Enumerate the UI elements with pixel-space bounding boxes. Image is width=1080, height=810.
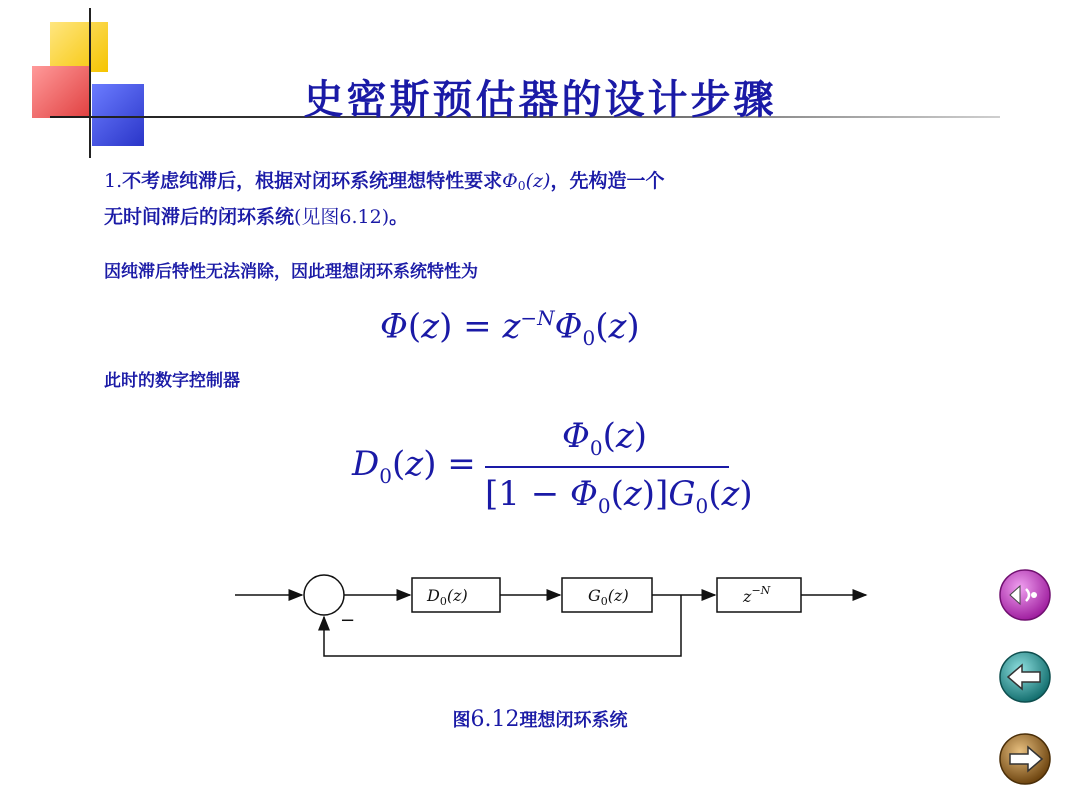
figure-caption (0, 706, 1080, 732)
step-number: 1. (104, 170, 123, 192)
step1-line2-end: 。 (389, 206, 409, 228)
step1-line2 (104, 202, 408, 229)
block-d0-label: $D_0(z)$ (427, 586, 468, 608)
caption-text: 理想闭环系统 (519, 710, 628, 731)
equation-ideal-closed-loop: $\Phi(z) = z^{-N}\Phi_0(z)$ (380, 306, 640, 351)
equation-lhs: $D_0(z)$ = (352, 444, 476, 488)
block-g0-label: $G_0(z)$ (588, 586, 629, 608)
paragraph-ideal-characteristic: 因纯滞后特性无法消除，因此理想闭环系统特性为 (104, 262, 478, 282)
forward-arrow-icon[interactable] (998, 732, 1052, 786)
equation-controller (352, 414, 752, 524)
minus-sign: − (340, 610, 356, 631)
equation-denominator: $[1 - \Phi_0(z)]G_0(z)$ (485, 474, 753, 518)
sound-icon[interactable] (998, 568, 1052, 622)
equation-numerator: $\Phi_0(z)$ (562, 416, 648, 460)
figure-reference: (见图6.12) (294, 206, 390, 228)
block-diagram (230, 560, 880, 670)
fraction-bar (485, 466, 729, 468)
caption-number: 6.12 (470, 707, 520, 732)
step1-line2-text: 无时间滞后的闭环系统 (104, 206, 295, 228)
step1-line1 (104, 166, 664, 193)
paragraph-controller: 此时的数字控制器 (104, 371, 240, 391)
summing-junction (304, 575, 344, 615)
step1-text: 不考虑纯滞后，根据对闭环系统理想特性要求 (122, 170, 503, 192)
phi-argument: (z) (525, 170, 551, 192)
phi-symbol: Φ (502, 170, 518, 192)
caption-prefix: 图 (452, 710, 471, 731)
page-title: 史密斯预估器的设计步骤 (303, 76, 777, 123)
decor-yellow-square (50, 22, 108, 72)
back-arrow-icon[interactable] (998, 650, 1052, 704)
step1-text-end: ，先构造一个 (550, 170, 665, 192)
block-delay-label: $z^{-N}$ (743, 584, 771, 606)
phi-subscript: 0 (517, 179, 526, 194)
